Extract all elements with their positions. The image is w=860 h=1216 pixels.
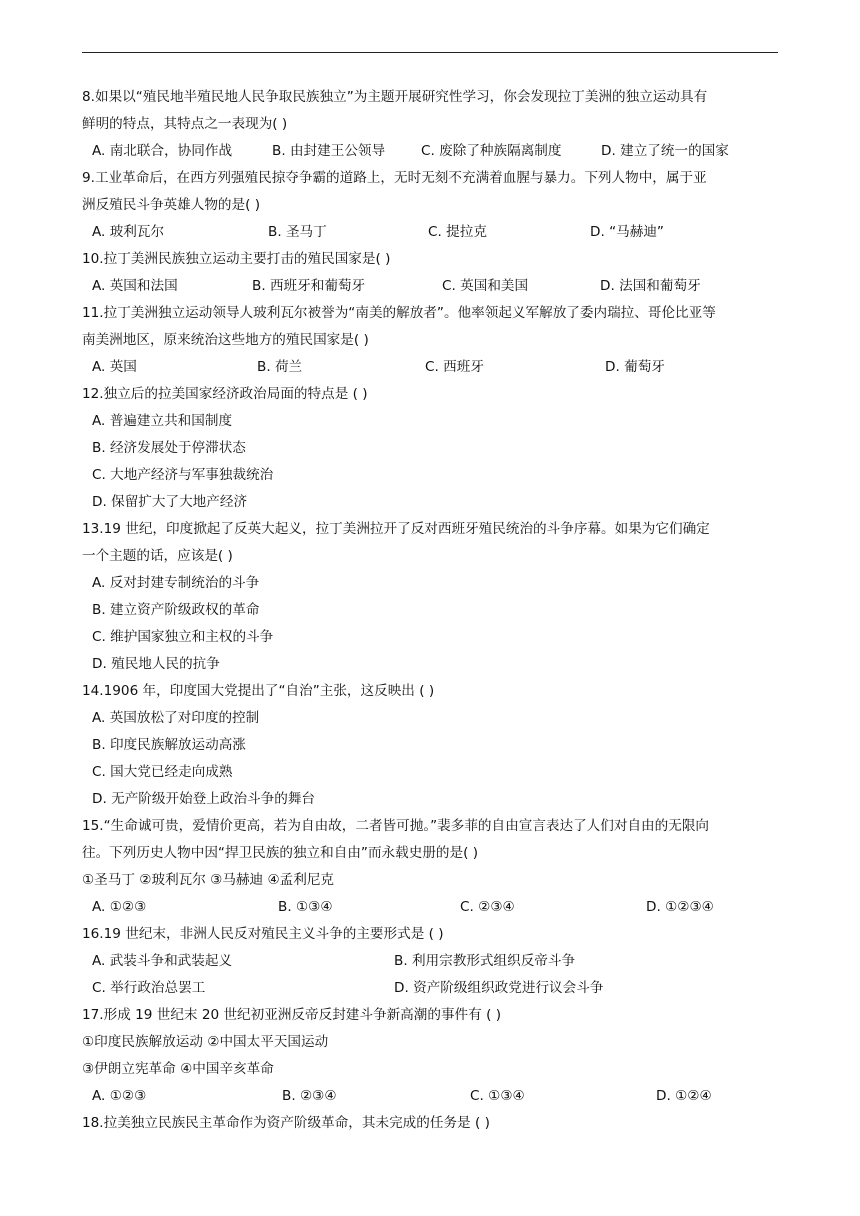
q14-stem-line1: 14.1906 年，印度国大党提出了“自治”主张，这反映出 ( ) — [82, 683, 435, 699]
q17-items-line2: ③伊朗立宪革命 ④中国辛亥革命 — [82, 1061, 274, 1077]
q11-options — [82, 354, 782, 381]
q16-options-row2 — [82, 975, 782, 1002]
q8-stem-line2: 鲜明的特点，其特点之一表现为( ) — [82, 116, 288, 132]
q14-option-c: C. 国大党已经走向成熟 — [92, 764, 233, 780]
q15-options — [82, 894, 782, 921]
q16-stem-line1: 16.19 世纪末，非洲人民反对殖民主义斗争的主要形式是 ( ) — [82, 926, 444, 942]
q13-option-d: D. 殖民地人民的抗争 — [92, 656, 220, 672]
q13-option-b: B. 建立资产阶级政权的革命 — [92, 602, 260, 618]
q9-option-a: A. 玻利瓦尔 — [92, 224, 165, 240]
q17-items-line1: ①印度民族解放运动 ②中国太平天国运动 — [82, 1034, 329, 1050]
q11-option-a: A. 英国 — [92, 359, 137, 375]
q13-option-c: C. 维护国家独立和主权的斗争 — [92, 629, 274, 645]
q11-option-b: B. 荷兰 — [257, 359, 303, 375]
q16-option-b: B. 利用宗教形式组织反帝斗争 — [394, 953, 576, 969]
q10-stem-line1: 10.拉丁美洲民族独立运动主要打击的殖民国家是( ) — [82, 251, 391, 267]
q17-option-a: A. ①②③ — [92, 1088, 147, 1104]
q11-stem-line1: 11.拉丁美洲独立运动领导人玻利瓦尔被誉为“南美的解放者”。他率领起义军解放了委内瑞拉、哥伦比亚等 — [82, 305, 716, 321]
q8-stem-line1: 8.如果以“殖民地半殖民地人民争取民族独立”为主题开展研究性学习，你会发现拉丁美洲的独立运动具有 — [82, 89, 708, 105]
q15-option-b: B. ①③④ — [278, 899, 333, 915]
q8-option-d: D. 建立了统一的国家 — [601, 143, 729, 159]
q9-stem-line1: 9.工业革命后，在西方列强殖民掠夺争霸的道路上，无时无刻不充满着血腥与暴力。下列人物中，属于亚 — [82, 170, 707, 186]
q8-option-b: B. 由封建王公领导 — [272, 143, 386, 159]
q13-option-a: A. 反对封建专制统治的斗争 — [92, 575, 260, 591]
q15-option-c: C. ②③④ — [460, 899, 515, 915]
q14-option-b: B. 印度民族解放运动高涨 — [92, 737, 246, 753]
q10-option-b: B. 西班牙和葡萄牙 — [252, 278, 366, 294]
q15-option-a: A. ①②③ — [92, 899, 147, 915]
q13-stem-line1: 13.19 世纪，印度掀起了反英大起义，拉丁美洲拉开了反对西班牙殖民统治的斗争序幕。如果为它们确定 — [82, 521, 710, 537]
q10-option-a: A. 英国和法国 — [92, 278, 178, 294]
q8-option-a: A. 南北联合，协同作战 — [92, 143, 233, 159]
q18-stem-line1: 18.拉美独立民族民主革命作为资产阶级革命，其未完成的任务是 ( ) — [82, 1115, 490, 1131]
q9-option-d: D. “马赫迪” — [590, 224, 664, 240]
q17-option-d: D. ①②④ — [656, 1088, 712, 1104]
q11-stem-line2: 南美洲地区，原来统治这些地方的殖民国家是( ) — [82, 332, 369, 348]
q15-stem-line2: 往。下列历史人物中因“捍卫民族的独立和自由”而永载史册的是( ) — [82, 845, 479, 861]
q15-items: ①圣马丁 ②玻利瓦尔 ③马赫迪 ④孟利尼克 — [82, 872, 335, 888]
q17-stem-line1: 17.形成 19 世纪末 20 世纪初亚洲反帝反封建斗争新高潮的事件有 ( ) — [82, 1007, 501, 1023]
q15-stem-line1: 15.“生命诚可贵，爱情价更高，若为自由故，二者皆可抛。”裴多菲的自由宣言表达了人们对自由的无限向 — [82, 818, 710, 834]
q10-option-c: C. 英国和美国 — [442, 278, 529, 294]
q9-stem-line2: 洲反殖民斗争英雄人物的是( ) — [82, 197, 261, 213]
q12-option-a: A. 普遍建立共和国制度 — [92, 413, 233, 429]
q11-option-c: C. 西班牙 — [425, 359, 484, 375]
q16-option-c: C. 举行政治总罢工 — [92, 980, 206, 996]
question-list — [82, 84, 782, 1137]
q9-option-c: C. 提拉克 — [428, 224, 487, 240]
q13-stem-line2: 一个主题的话，应该是( ) — [82, 548, 233, 564]
q12-option-b: B. 经济发展处于停滞状态 — [92, 440, 246, 456]
q14-option-d: D. 无产阶级开始登上政治斗争的舞台 — [92, 791, 316, 807]
q16-options-row1 — [82, 948, 782, 975]
q16-option-d: D. 资产阶级组织政党进行议会斗争 — [394, 980, 604, 996]
q9-options — [82, 219, 782, 246]
q12-stem-line1: 12.独立后的拉美国家经济政治局面的特点是 ( ) — [82, 386, 368, 402]
q8-option-c: C. 废除了种族隔离制度 — [421, 143, 562, 159]
q12-option-d: D. 保留扩大了大地产经济 — [92, 494, 248, 510]
q14-option-a: A. 英国放松了对印度的控制 — [92, 710, 260, 726]
header-rule — [82, 52, 778, 53]
q17-option-c: C. ①③④ — [470, 1088, 525, 1104]
q11-option-d: D. 葡萄牙 — [605, 359, 665, 375]
q8-options — [82, 138, 782, 165]
q9-option-b: B. 圣马丁 — [268, 224, 327, 240]
q16-option-a: A. 武装斗争和武装起义 — [92, 953, 233, 969]
q17-option-b: B. ②③④ — [282, 1088, 337, 1104]
q15-option-d: D. ①②③④ — [646, 899, 714, 915]
q12-option-c: C. 大地产经济与军事独裁统治 — [92, 467, 274, 483]
q10-option-d: D. 法国和葡萄牙 — [600, 278, 701, 294]
q17-options — [82, 1083, 782, 1110]
q10-options — [82, 273, 782, 300]
